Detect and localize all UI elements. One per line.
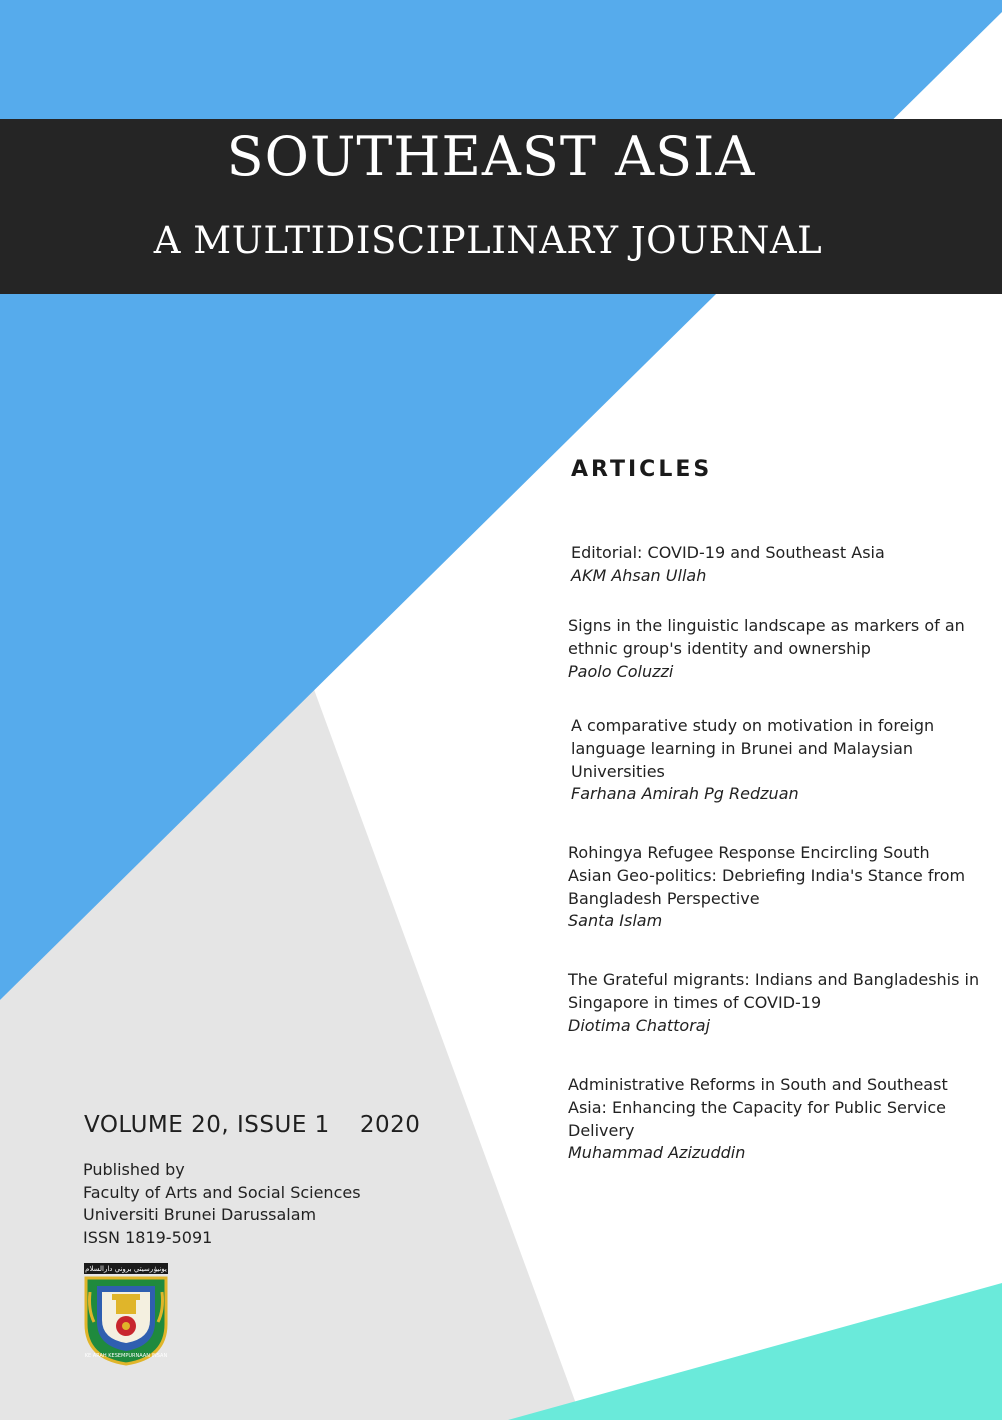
crest-top-text: يونيۏرسيتي بروني دارالسلام — [85, 1265, 167, 1273]
article-title: The Grateful migrants: Indians and Bangladeshis in Singapore in times of COVID-19 — [568, 970, 980, 1012]
article-author: Farhana Amirah Pg Redzuan — [571, 784, 799, 804]
article-author: Diotima Chattoraj — [568, 1015, 711, 1035]
article-title: Editorial: COVID-19 and Southeast Asia — [571, 543, 885, 562]
publisher-university: Universiti Brunei Darussalam — [83, 1205, 317, 1225]
article-author: Muhammad Azizuddin — [568, 1143, 746, 1163]
articles-heading: ARTICLES — [571, 457, 713, 482]
journal-title: SOUTHEAST ASIA — [226, 125, 756, 188]
article-item — [571, 715, 961, 806]
article-item — [571, 542, 971, 588]
article-item — [568, 969, 988, 1037]
university-crest-icon — [80, 1262, 172, 1366]
article-item — [568, 615, 968, 683]
volume-issue: VOLUME 20, ISSUE 1 — [84, 1112, 330, 1138]
article-title: Signs in the linguistic landscape as markers of an ethnic group's identity and ownership — [568, 616, 965, 658]
crest-bottom-text: KE ARAH KESEMPURNAAN INSAN — [84, 1353, 168, 1359]
published-by: Published by — [83, 1160, 185, 1179]
publisher-faculty: Faculty of Arts and Social Sciences — [83, 1182, 361, 1202]
journal-subtitle: A MULTIDISCIPLINARY JOURNAL — [153, 219, 823, 262]
article-title: Administrative Reforms in South and Southeast Asia: Enhancing the Capacity for Public Service Delivery — [568, 1075, 948, 1140]
article-title: A comparative study on motivation in foreign language learning in Brunei and Malaysian Universities — [571, 716, 935, 781]
article-author: Santa Islam — [568, 911, 663, 931]
article-author: AKM Ahsan Ullah — [571, 565, 707, 585]
issue-year: 2020 — [359, 1112, 421, 1138]
article-title: Rohingya Refugee Response Encircling South Asian Geo-politics: Debriefing India's Stance from Bangladesh Perspective — [568, 843, 966, 908]
issue-info — [84, 1112, 420, 1138]
article-author: Paolo Coluzzi — [568, 661, 674, 681]
publisher-info — [83, 1159, 361, 1249]
teal-corner — [508, 1283, 1002, 1420]
article-item — [568, 842, 966, 933]
issn: ISSN 1819-5091 — [83, 1227, 213, 1247]
article-item — [568, 1074, 948, 1165]
